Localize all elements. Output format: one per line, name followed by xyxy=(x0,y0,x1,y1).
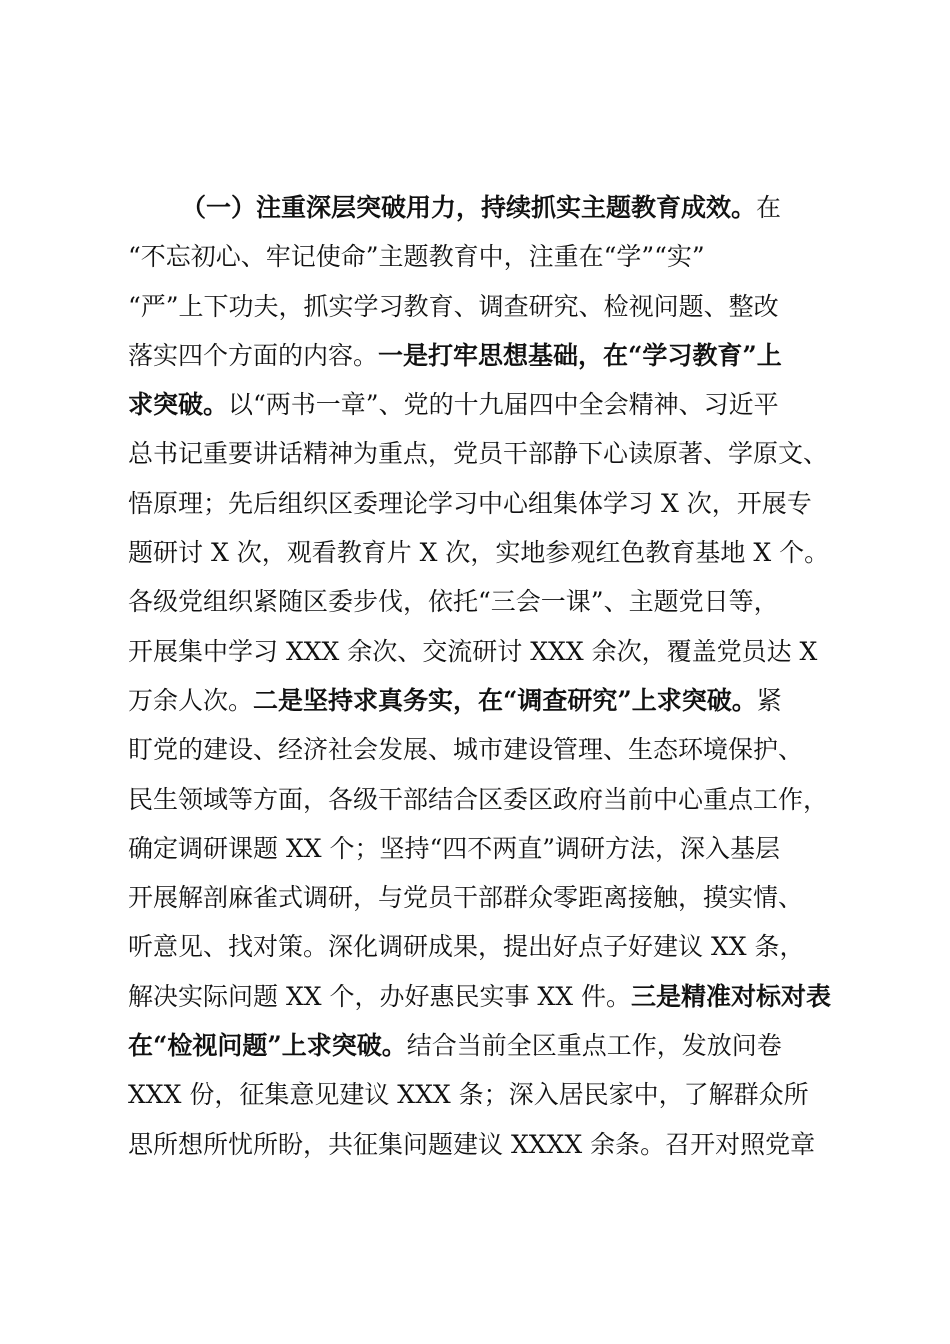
text-segment: 确定调研课题 XX 个；坚持“四不两直”调研方法，深入基层 xyxy=(128,833,781,863)
point-heading-three: 三是精准对标对表 xyxy=(630,981,831,1011)
body-paragraph xyxy=(128,183,850,1169)
text-line xyxy=(128,873,850,922)
text-segment: 结合当前全区重点工作，发放问卷 xyxy=(406,1031,782,1061)
text-segment: 万余人次。 xyxy=(128,685,254,715)
text-segment: “严”上下功夫，抓实学习教育、调查研究、检视问题、整改 xyxy=(128,291,779,321)
text-segment: “不忘初心、牢记使命”主题教育中，注重在“学”“实” xyxy=(128,242,705,272)
text-segment: 紧 xyxy=(756,685,782,715)
text-segment: 悟原理；先后组织区委理论学习中心组集体学习 X 次，开展专 xyxy=(128,488,812,518)
text-segment: 在 xyxy=(756,193,782,222)
text-line xyxy=(128,282,850,331)
text-segment: XXX 份，征集意见建议 XXX 条；深入居民家中，了解群众所 xyxy=(128,1080,809,1110)
text-line xyxy=(128,232,850,281)
text-segment: 民生领域等方面，各级干部结合区委区政府当前中心重点工作， xyxy=(128,784,829,814)
text-line xyxy=(128,331,850,380)
text-segment: 以“两书一章”、党的十九届四中全会精神、习近平 xyxy=(228,390,779,420)
text-line xyxy=(128,528,850,577)
text-line xyxy=(128,676,850,725)
text-line xyxy=(128,824,850,873)
text-line xyxy=(128,183,850,232)
text-segment: 总书记重要讲话精神为重点，党员干部静下心读原著、学原文、 xyxy=(128,439,829,469)
text-line xyxy=(128,380,850,429)
text-segment: 听意见、找对策。深化调研成果，提出好点子好建议 XX 条， xyxy=(128,932,805,962)
text-segment: 解决实际问题 XX 个，办好惠民实事 XX 件。 xyxy=(128,981,631,1011)
text-segment: 各级党组织紧随区委步伐，依托“三会一课”、主题党日等， xyxy=(128,587,779,617)
text-line xyxy=(128,725,850,774)
point-heading-three: 在“检视问题”上求突破。 xyxy=(128,1031,407,1061)
point-heading-one: 求突破。 xyxy=(128,390,229,420)
text-line xyxy=(128,577,850,626)
text-line xyxy=(128,972,850,1021)
text-line xyxy=(128,479,850,528)
text-line xyxy=(128,1070,850,1119)
point-heading-two: 二是坚持求真务实，在“调查研究”上求突破。 xyxy=(253,685,757,715)
text-segment: 开展解剖麻雀式调研，与党员干部群众零距离接触，摸实情、 xyxy=(128,883,804,913)
text-segment: 思所想所忧所盼，共征集问题建议 XXXX 余条。召开对照党章 xyxy=(128,1129,816,1159)
text-segment: 开展集中学习 XXX 余次、交流研讨 XXX 余次，覆盖党员达 X xyxy=(128,636,818,666)
text-segment: 落实四个方面的内容。 xyxy=(128,340,379,370)
text-line xyxy=(128,775,850,824)
text-line xyxy=(128,922,850,971)
text-line xyxy=(128,429,850,478)
point-heading-one: 一是打牢思想基础，在“学习教育”上 xyxy=(378,340,782,370)
text-line xyxy=(128,1120,850,1169)
text-segment: 题研讨 X 次，观看教育片 X 次，实地参观红色教育基地 X 个。 xyxy=(128,538,830,568)
text-segment: 盯党的建设、经济社会发展、城市建设管理、生态环境保护、 xyxy=(128,735,804,765)
text-line xyxy=(128,627,850,676)
text-line xyxy=(128,1021,850,1070)
section-heading: （一）注重深层突破用力，持续抓实主题教育成效。 xyxy=(181,193,757,222)
